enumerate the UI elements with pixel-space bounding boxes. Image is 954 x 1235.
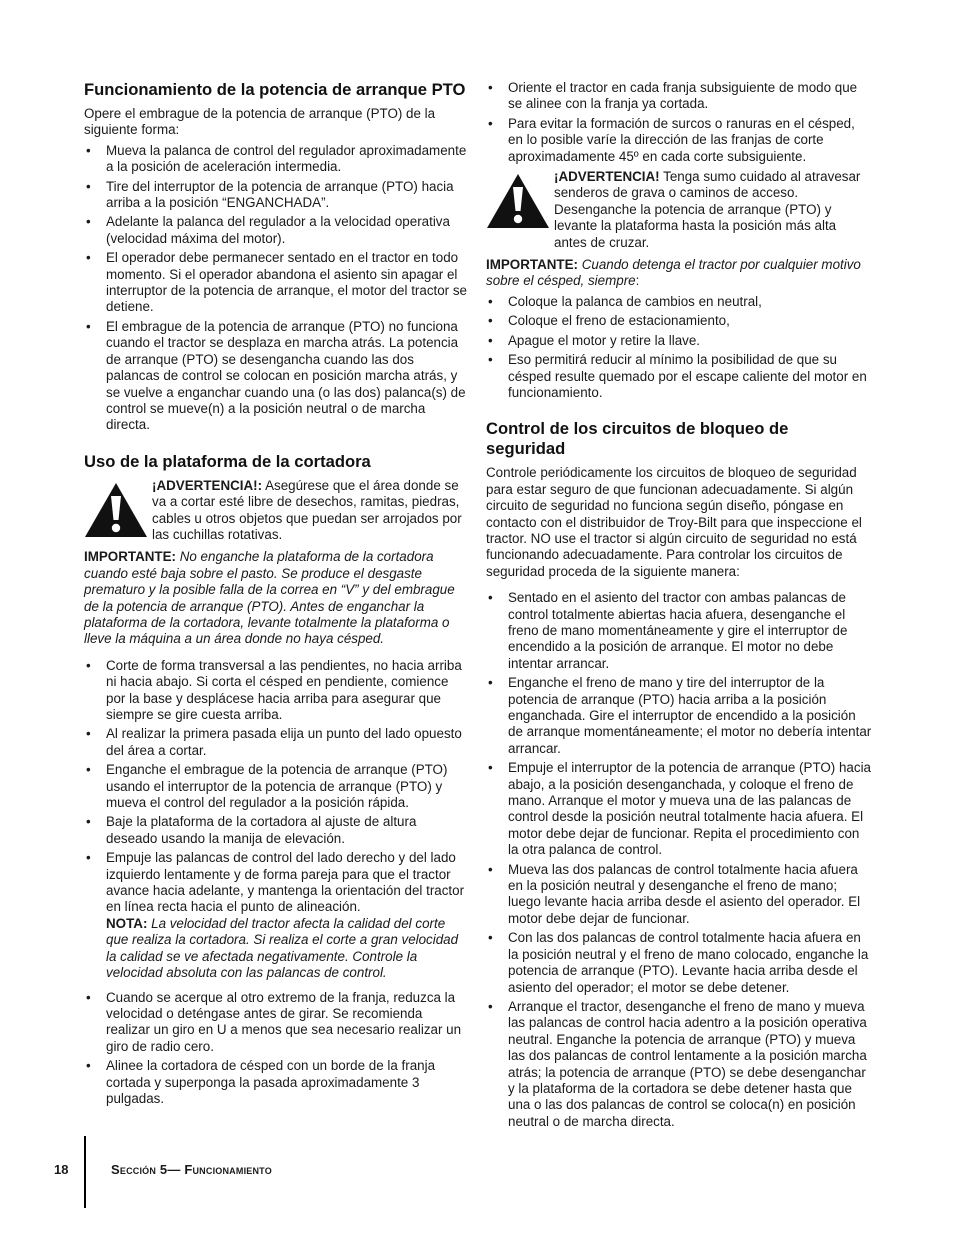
list-item: • Con las dos palancas de control totalmente hacia afuera en la posición neutral y el freno de mano colocado, enganche la potencia de arranque (PTO). Levante hacia arriba desde el asiento del operador; el motor se debe detener. — [486, 930, 872, 996]
list-item: • Arranque el tractor, desenganche el freno de mano y mueva las palancas de control hacia adentro a la posición operativa neutral. Enganche la potencia de arranque (PTO) y mueva las dos palancas de control lentamente a la posición marcha atrás; la potencia de arranque (PTO) se debe desenganchar y la plataforma de la cortadora se debe detener hasta que una o las dos palancas de control se coloca(n) en posición neutral o de marcha directa. — [486, 999, 872, 1130]
footer-divider — [84, 1136, 86, 1208]
list-item: • Eso permitirá reducir al mínimo la posibilidad de que su césped resulte quemado por el escape caliente del motor en funcionamiento. — [486, 352, 872, 401]
warning-text: Asegúrese que el área donde se va a cortar esté libre de desechos, ramitas, piedras, cables u otros objetos que puedan ser arrojados por las cuchillas rotativas. — [152, 477, 462, 542]
list-item: • El embrague de la potencia de arranque (PTO) no funciona cuando el tractor se desplaza en marcha atrás. La potencia de arranque (PTO) se desengancha cuando las dos palancas de control se colocan en posición marcha atrás, y se vuelve a enganchar cuando una (o las dos) palanca(s) de control se mueve(n) a la posición neutral o de marcha directa. — [84, 319, 468, 434]
nota-label: NOTA: — [106, 915, 148, 931]
warning-block — [486, 169, 872, 251]
warning-block — [84, 478, 468, 544]
right-column — [486, 80, 872, 1133]
stop-list — [486, 294, 872, 401]
warning-icon — [84, 482, 148, 538]
list-item: • Cuando se acerque al otro extremo de la franja, reduzca la velocidad o deténgase antes de girar. Se recomienda realizar un giro en U a menos que sea necesario realizar un giro de radio cero. — [84, 990, 468, 1056]
heading-mower-deck: Uso de la plataforma de la cortadora — [84, 451, 371, 471]
mow-list — [84, 658, 468, 982]
list-item: • Alinee la cortadora de césped con un borde de la franja cortada y superponga la pasada aproximadamente 3 pulgadas. — [84, 1058, 468, 1107]
important-label: IMPORTANTE: — [84, 549, 176, 565]
list-item: • Enganche el freno de mano y tire del interruptor de la potencia de arranque (PTO) hacia arriba a la posición enganchada. Gire el interruptor de encendido a la posición de arranque momentáneamente; el motor no debería intentar arrancar. — [486, 675, 872, 757]
list-item: • Mueva las dos palancas de control totalmente hacia afuera en la posición neutral y desenganche el freno de mano; luego levante hacia arriba desde el asiento del operador. El motor debe dejar de funcionar. — [486, 862, 872, 928]
important-note — [486, 257, 872, 290]
list-item: • Tire del interruptor de la potencia de arranque (PTO) hacia arriba a la posición “ENGANCHADA”. — [84, 179, 468, 212]
list-item: • Para evitar la formación de surcos o ranuras en el césped, en lo posible varíe la dirección de las franjas de corte aproximadamente 45º en cada corte subsiguiente. — [486, 116, 872, 165]
pto-list — [84, 143, 468, 434]
pto-intro: Opere el embrague de la potencia de arranque (PTO) de la siguiente forma: — [84, 106, 436, 138]
list-item-text: Empuje las palancas de control del lado derecho y del lado izquierdo lentamente y de forma pareja para que el tractor avance hacia adelante, y mantenga la orientación del tractor en línea recta hacia el punto de alineación. — [106, 850, 465, 915]
heading-safety: Control de los circuitos de bloqueo de seguridad — [486, 419, 789, 459]
list-item: • Empuje el interruptor de la potencia de arranque (PTO) hacia abajo, a la posición desenganchada, y coloque el freno de mano. Arranque el motor y mueva una de las palancas de control desde la posición neutral totalmente hacia afuera. El motor debe dejar de funcionar. Repita el procedimiento con la otra palanca de control. — [486, 760, 872, 858]
mow-list-2 — [84, 990, 468, 1108]
warning-icon — [486, 173, 550, 229]
page-number: 18 — [54, 1162, 69, 1177]
list-item: • Coloque la palanca de cambios en neutral, — [486, 294, 872, 310]
list-item: • Sentado en el asiento del tractor con ambas palancas de control totalmente abiertas hacia afuera, desenganche el freno de mano momentáneamente y gire el interruptor de encendido a la posición de arranque. El motor no debe intentar arrancar. — [486, 590, 872, 672]
list-item: • Mueva la palanca de control del regulador aproximadamente a la posición de aceleración intermedia. — [84, 143, 468, 176]
left-column — [84, 80, 468, 1110]
list-item-with-note — [84, 850, 468, 981]
heading-pto: Funcionamiento de la potencia de arranque PTO — [84, 80, 466, 99]
warning-label: ¡ADVERTENCIA! — [554, 169, 660, 185]
important-label: IMPORTANTE: — [486, 257, 578, 273]
list-item: • El operador debe permanecer sentado en el tractor en todo momento. Si el operador abandona el asiento sin apagar el interruptor de la potencia de arranque, el motor del tractor se detiene. — [84, 250, 468, 316]
safety-intro: Controle periódicamente los circuitos de bloqueo de seguridad para estar seguro de que funcionan adecuadamente. Si algún circuito de seguridad no funciona según diseño, póngase en contacto con el distribuidor de Troy-Bilt para que inspeccione el tractor. NO use el tractor si algún circuito de seguridad no está funcionando adecuadamente. Para controlar los circuitos de seguridad proceda de la siguiente manera: — [486, 465, 862, 579]
important-colon: : — [635, 273, 640, 289]
list-item: • Adelante la palanca del regulador a la velocidad operativa (velocidad máxima del motor). — [84, 214, 468, 247]
list-item: • Apague el motor y retire la llave. — [486, 333, 872, 349]
list-item: • Coloque el freno de estacionamiento, — [486, 313, 872, 329]
important-text: Cuando detenga el tractor por cualquier motivo sobre el césped, siempre — [486, 257, 861, 289]
list-item: • Al realizar la primera pasada elija un punto del lado opuesto del área a cortar. — [84, 726, 468, 759]
warning-label: ¡ADVERTENCIA!: — [152, 477, 263, 493]
important-note — [84, 549, 468, 647]
important-text: No enganche la plataforma de la cortadora cuando esté baja sobre el pasto. Se produce el desgaste prematuro y la posible falla de la correa en “V” y del embrague de la potencia de arranque (PTO). Antes de enganchar la plataforma de la cortadora, levante totalmente la plataforma o lleve la máquina a un área donde no haya césped. — [84, 549, 455, 647]
list-item: • Enganche el embrague de la potencia de arranque (PTO) usando el interruptor de la potencia de arranque (PTO) y mueva el control del regulador a la posición rápida. — [84, 762, 468, 811]
list-item: • Corte de forma transversal a las pendientes, no hacia arriba ni hacia abajo. Si corta el césped en pendiente, comience por la base y desplácese hacia arriba para asegurar que siempre se gire cuesta arriba. — [84, 658, 468, 724]
section-title: Sección 5— Funcionamiento — [111, 1162, 272, 1177]
warning-text: Tenga sumo cuidado al atravesar senderos de grava o caminos de acceso. Desenganche la potencia de arranque (PTO) y levante la plataforma hasta la posición más alta antes de cruzar. — [554, 169, 861, 250]
list-item: • Baje la plataforma de la cortadora al ajuste de altura deseado usando la manija de elevación. — [84, 814, 468, 847]
top-list — [486, 80, 872, 165]
list-item: • Oriente el tractor en cada franja subsiguiente de modo que se alinee con la franja ya cortada. — [486, 80, 872, 113]
safety-list — [486, 590, 872, 1130]
nota-text: La velocidad del tractor afecta la calidad del corte que realiza la cortadora. Si realiza el corte a gran velocidad la calidad se ve afectada negativamente. Controle la velocidad absoluta con las palancas de control. — [106, 915, 459, 981]
